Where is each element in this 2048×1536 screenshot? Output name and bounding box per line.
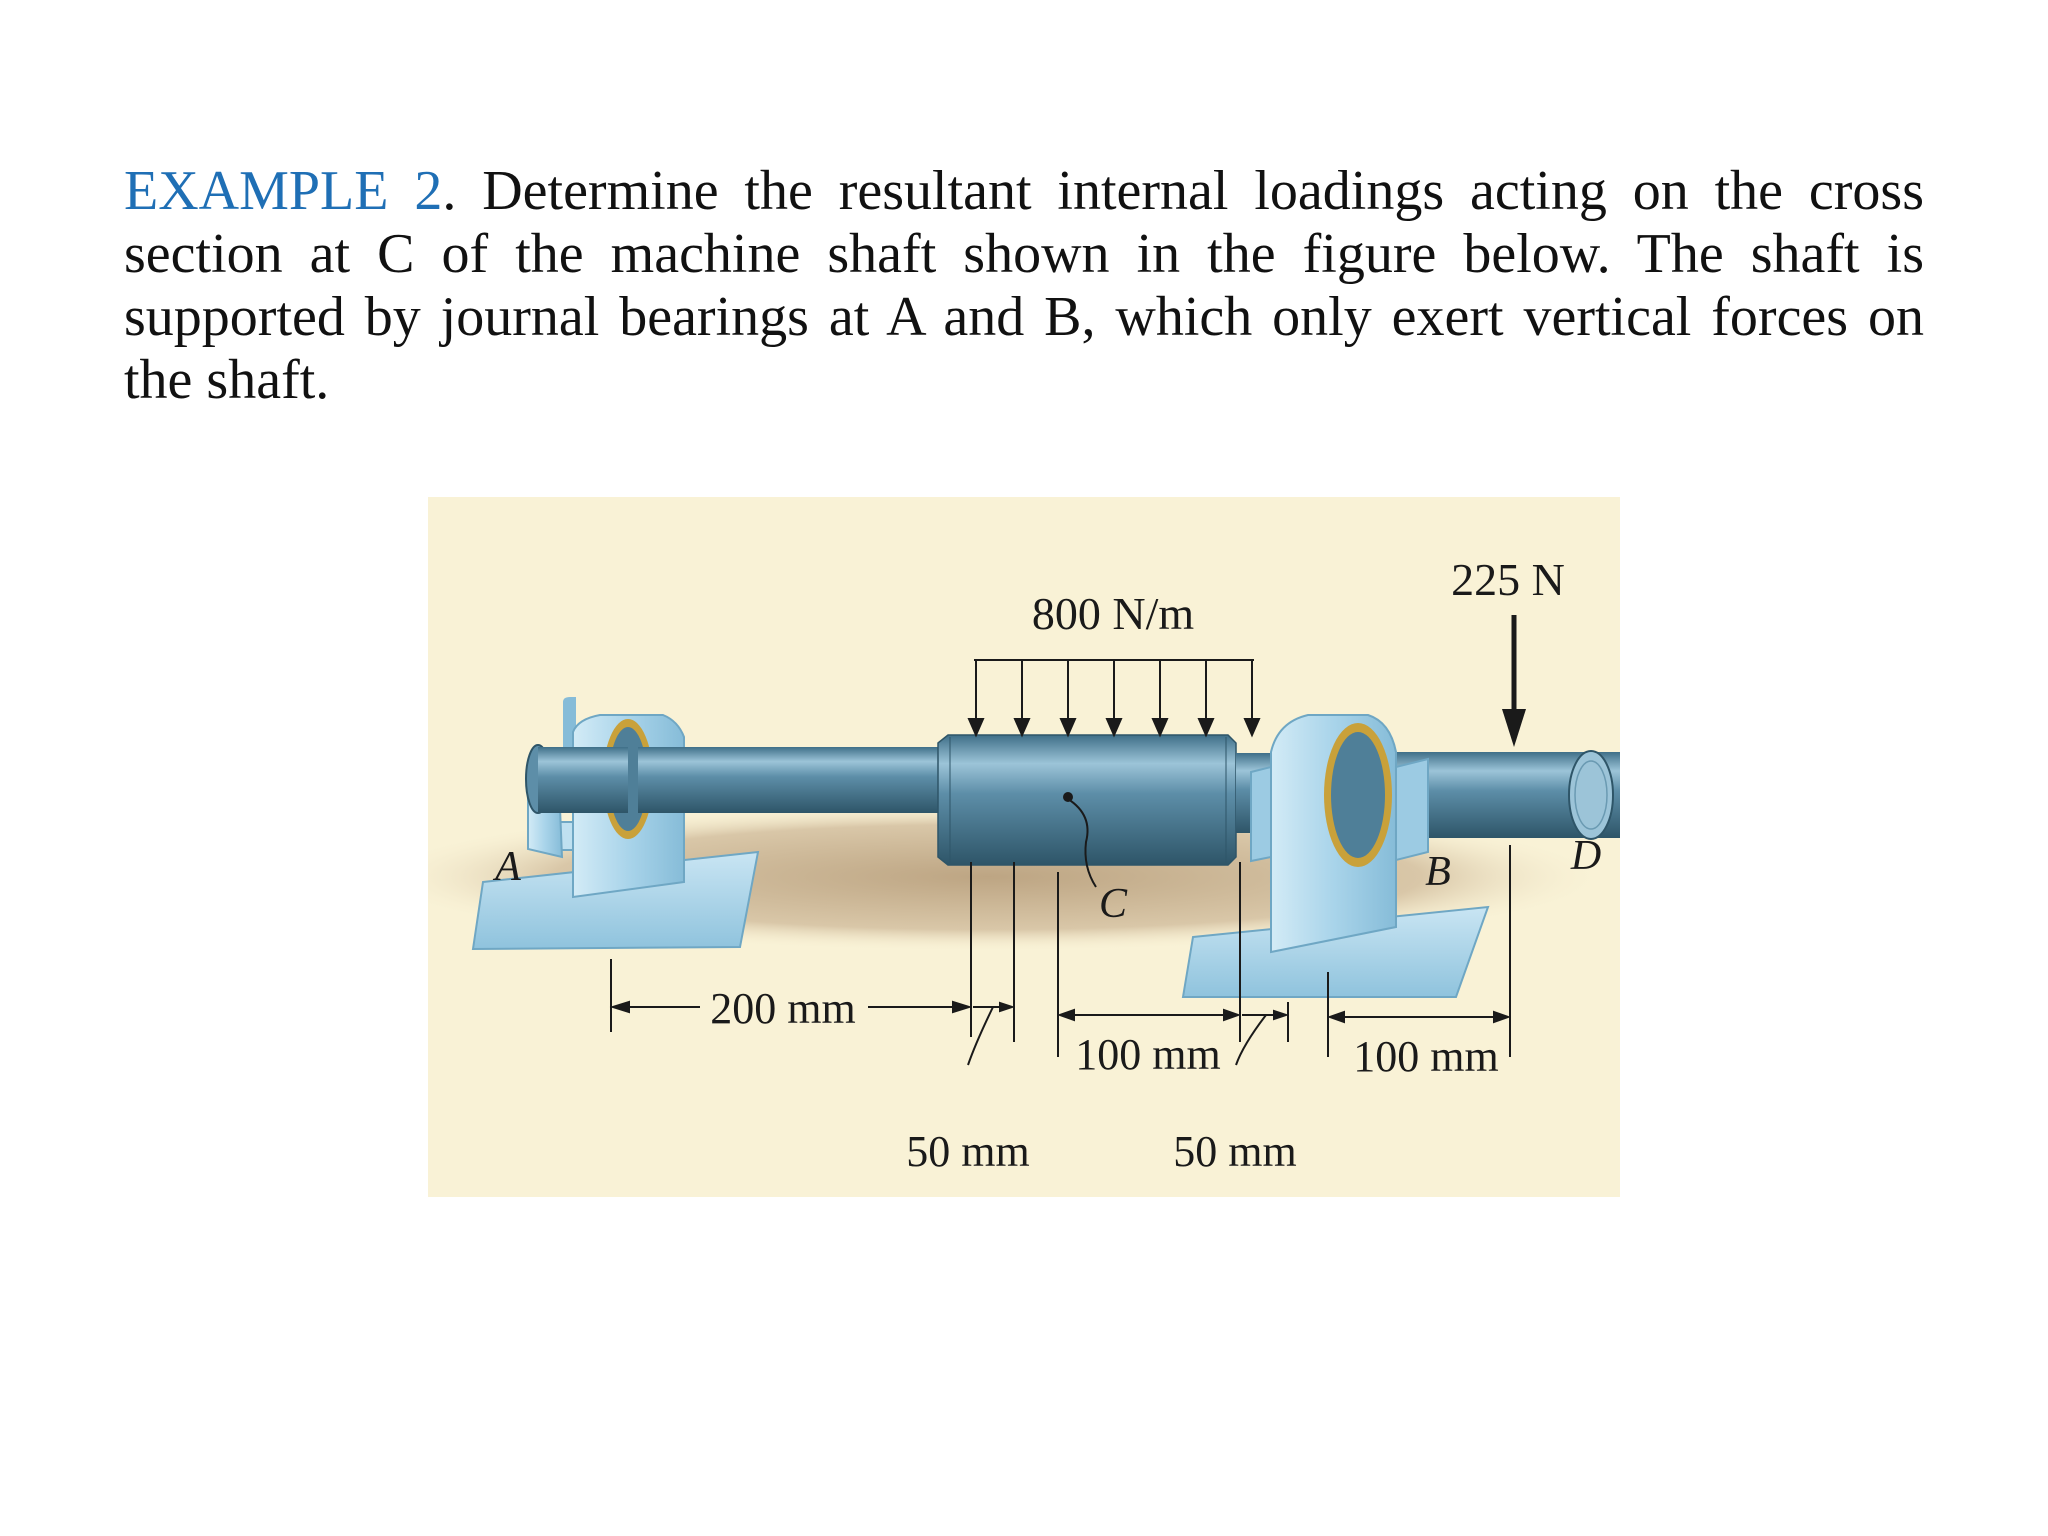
problem-statement <box>124 160 1924 412</box>
dim-label-load-start-to-c: 50 mm <box>906 1127 1030 1176</box>
distributed-load-label: 800 N/m <box>1031 588 1195 639</box>
machine-shaft-figure <box>428 497 1620 1197</box>
point-b-label: B <box>1425 849 1451 895</box>
point-a-label: A <box>495 844 521 890</box>
example-label: EXAMPLE 2 <box>124 160 443 222</box>
point-d-label: D <box>1570 833 1602 879</box>
problem-text-body: . Determine the resultant internal loadings acting on the cross section at C of the machine shaft shown in the figure below. The shaft is supported by journal bearings at A and B, which only exert vertical forces on the shaft. <box>124 160 1924 411</box>
dim-label-load-end-to-b: 50 mm <box>1173 1127 1297 1176</box>
dim-label-c-to-load-end: 100 mm <box>1075 1030 1221 1079</box>
dim-label-a-to-load-start: 200 mm <box>710 984 856 1033</box>
dim-label-b-to-d: 100 mm <box>1353 1032 1499 1081</box>
point-load-label: 225 N <box>1451 554 1565 605</box>
point-c-label: C <box>1098 881 1128 927</box>
